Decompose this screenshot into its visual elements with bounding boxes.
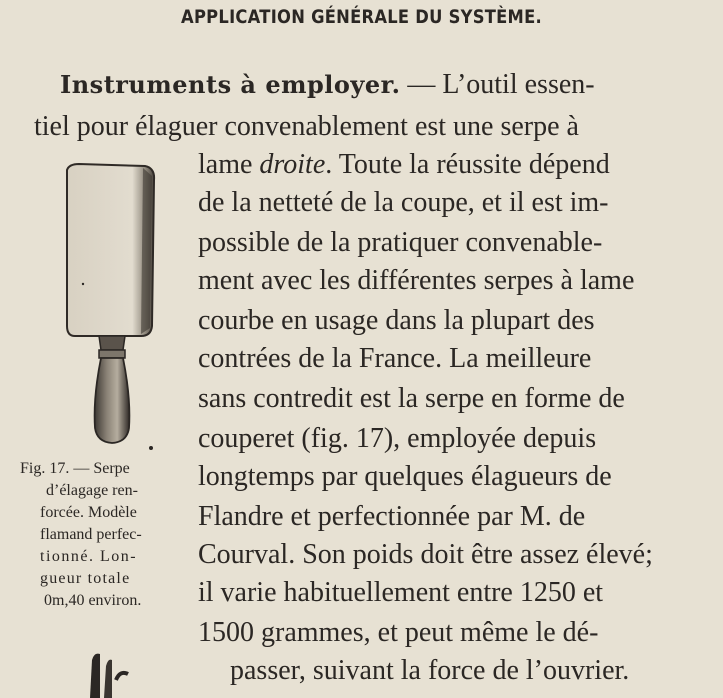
body-line-5: possible de la pratiquer convenable- [198, 227, 603, 258]
caption-line-1: Fig. 17. — Serpe [20, 460, 130, 477]
partial-figure-icon [86, 648, 136, 698]
body-line-2: tiel pour élaguer convenablement est une serpe à [34, 111, 579, 142]
caption-line-4: flamand perfec- [40, 526, 142, 543]
body-line-16: passer, suivant la force de l’ouvrier. [230, 655, 630, 686]
body-line-8: contrées de la France. La meilleure [198, 343, 592, 374]
billhook-illustration-icon [55, 158, 165, 458]
body-line-3-b: . Toute la réussite dépend [325, 149, 610, 180]
body-line-9: sans contredit est la serpe en forme de [198, 383, 625, 414]
caption-line-2: d’élagage ren- [46, 482, 138, 499]
caption-line-6: gueur totale [40, 570, 131, 587]
body-line-1 [60, 66, 595, 104]
running-head: APPLICATION GÉNÉRALE DU SYSTÈME. [181, 6, 542, 28]
body-line-11: longtemps par quelques élagueurs de [198, 461, 612, 492]
caption-line-5: tionné. Lon- [40, 548, 138, 565]
body-line-13: Courval. Son poids doit être assez élevé; [198, 539, 653, 570]
body-line-15: 1500 grammes, et peut même le dé- [198, 617, 599, 648]
body-line-14: il varie habituellement entre 1250 et [198, 577, 604, 608]
body-line-10: couperet (fig. 17), employée depuis [198, 423, 597, 454]
body-line-12: Flandre et perfectionnée par M. de [198, 501, 586, 532]
section-heading: Instruments à employer. [60, 70, 401, 99]
emphasis-droite: droite [259, 149, 326, 180]
caption-line-3: forcée. Modèle [40, 504, 137, 521]
body-line-4: de la netteté de la coupe, et il est im- [198, 187, 609, 218]
caption-line-7: 0m,40 environ. [44, 592, 142, 609]
figure-caption [20, 458, 194, 612]
body-line-3 [198, 146, 610, 184]
body-line-1-text: — L’outil essen- [400, 69, 595, 100]
body-line-6: ment avec les différentes serpes à lame [198, 265, 635, 296]
body-line-7: courbe en usage dans la plupart des [198, 305, 595, 336]
body-line-3-a: lame [198, 149, 260, 180]
